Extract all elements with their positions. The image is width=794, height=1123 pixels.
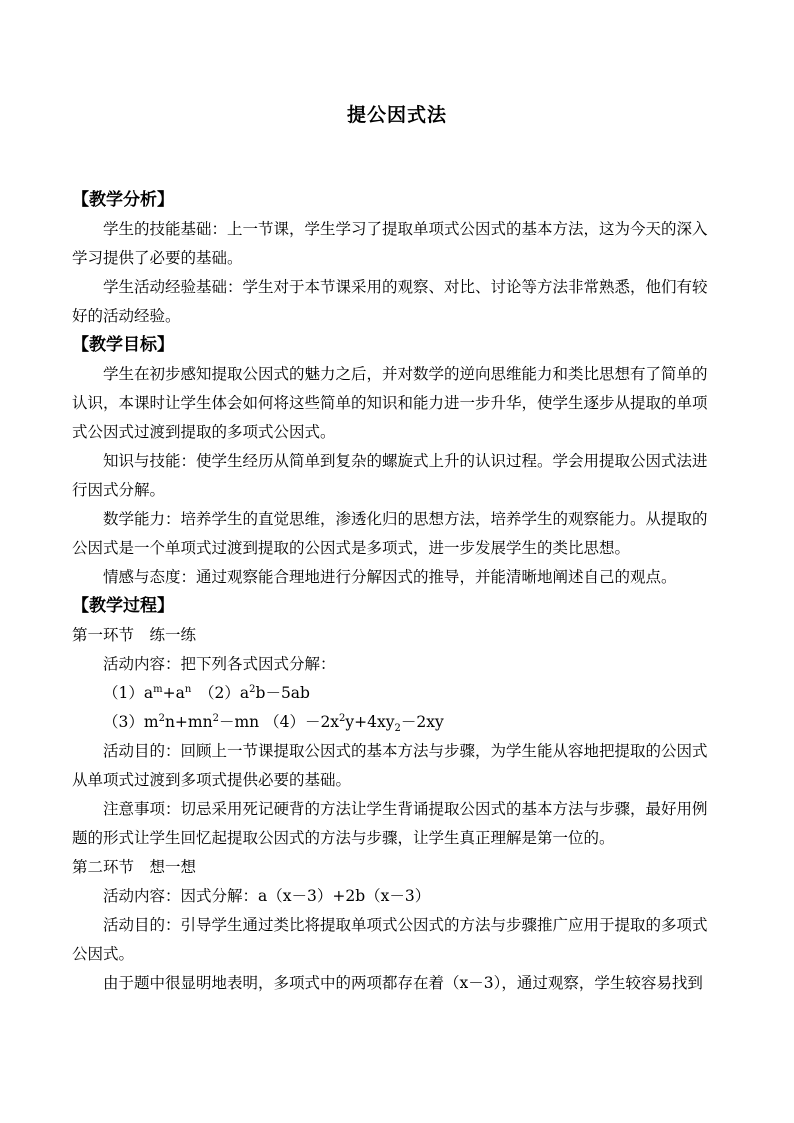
formula-text: n+mn — [164, 713, 213, 731]
paragraph-line: 注意事项：切忌采用死记硬背的方法让学生背诵提取公因式的基本方法与步骤，最好用例 — [103, 800, 708, 818]
paragraph-line: 数学能力：培养学生的直觉思维，渗透化归的思想方法，培养学生的观察能力。从提取的 — [103, 510, 708, 528]
paragraph-line: 公因式是一个单项式过渡到提取的公因式是多项式，进一步发展学生的类比思想。 — [72, 539, 631, 557]
paragraph-line: 公因式。 — [72, 945, 135, 963]
paragraph-line: 题的形式让学生回忆起提取公因式的方法与步骤，让学生真正理解是第一位的。 — [72, 829, 615, 847]
paragraph-line: 情感与态度：通过观察能合理地进行分解因式的推导，并能清晰地阐述自己的观点。 — [103, 568, 677, 586]
superscript: 2 — [158, 712, 165, 724]
formula-text: （2）a — [191, 684, 250, 702]
superscript: 2 — [339, 712, 346, 724]
section-heading: 【教学分析】 — [72, 190, 174, 210]
paragraph-line: 活动内容：因式分解：a（x－3）+2b（x－3） — [103, 887, 431, 905]
paragraph-line: 由于题中很显明地表明，多项式中的两项都存在着（x－3），通过观察，学生较容易找到 — [103, 974, 703, 992]
formula-text: －mn （4）－2x — [218, 713, 340, 731]
section-heading: 【教学目标】 — [72, 335, 174, 355]
paragraph-line: 活动内容：把下列各式因式分解： — [103, 655, 336, 673]
paragraph-line: 知识与技能：使学生经历从简单到复杂的螺旋式上升的认识过程。学会用提取公因式法进 — [103, 452, 708, 470]
formula-text: （3）m — [103, 713, 159, 731]
formula-text: b－5ab — [255, 684, 310, 702]
paragraph-line: 行因式分解。 — [72, 481, 166, 499]
paragraph-line: 活动目的：回顾上一节课提取公因式的基本方法与步骤，为学生能从容地把提取的公因式 — [103, 742, 708, 760]
section-subheading: 第二环节 想一想 — [72, 858, 197, 876]
paragraph-line: 式公因式过渡到提取的多项式公因式。 — [72, 423, 336, 441]
paragraph-line: 学生的技能基础：上一节课，学生学习了提取单项式公因式的基本方法，这为今天的深入 — [103, 220, 708, 238]
section-subheading: 第一环节 练一练 — [72, 626, 197, 644]
superscript: 2 — [249, 683, 256, 695]
paragraph-line: 从单项式过渡到多项式提供必要的基础。 — [72, 771, 352, 789]
document-body — [72, 186, 724, 998]
formula-text: +a — [162, 684, 185, 702]
formula-text: （1）a — [103, 684, 154, 702]
page-title: 提公因式法 — [346, 104, 447, 126]
paragraph-line: 学习提供了必要的基础。 — [72, 249, 243, 267]
formula-text: －2xy — [400, 713, 444, 731]
formula-text: y+4xy — [345, 713, 395, 731]
subscript: 2 — [394, 723, 401, 735]
paragraph-line: 好的活动经验。 — [72, 307, 181, 325]
paragraph-line: 学生活动经验基础：学生对于本节课采用的观察、对比、讨论等方法非常熟悉，他们有较 — [103, 278, 708, 296]
formula-line-1 — [72, 679, 724, 708]
text-block-1 — [72, 186, 724, 679]
superscript: 2 — [212, 712, 219, 724]
formula-line-2 — [72, 708, 724, 737]
section-heading: 【教学过程】 — [72, 596, 174, 616]
superscript: n — [184, 683, 192, 695]
paragraph-line: 活动目的：引导学生通过类比将提取单项式公因式的方法与步骤推广应用于提取的多项式 — [103, 916, 708, 934]
paragraph-line: 认识，本课时让学生体会如何将这些简单的知识和能力进一步升华，使学生逐步从提取的单项 — [72, 394, 708, 412]
text-block-2 — [72, 737, 724, 998]
paragraph-line: 学生在初步感知提取公因式的魅力之后，并对数学的逆向思维能力和类比思想有了简单的 — [103, 365, 708, 383]
superscript: m — [153, 683, 163, 695]
